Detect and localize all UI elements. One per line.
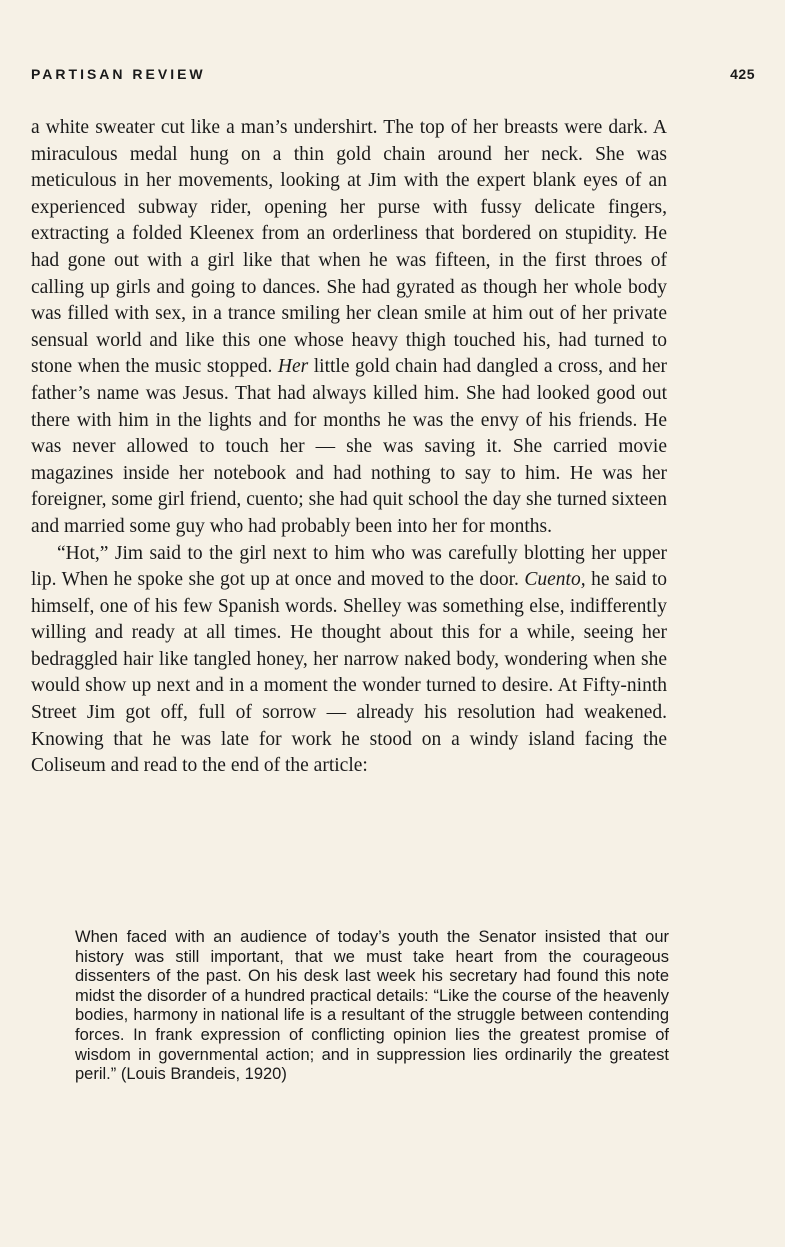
- running-head: [31, 66, 755, 90]
- page-number: 425: [730, 66, 755, 82]
- block-quote: [75, 928, 669, 1085]
- paragraph-2-italic: Cuento,: [524, 569, 586, 591]
- paragraph-1-italic: Her: [277, 356, 309, 378]
- paragraph-1: [31, 115, 667, 541]
- paragraph-1-end: little gold chain had dangled a cross, and her father’s name was Jesus. That had always killed him. She had looked good out there with him in the lights and for months he was the envy of his friends. He was never allowed to touch her — she was saving it. She carried movie magazines inside her notebook and had nothing to say to him. He was her foreigner, some girl friend, cuento; she had quit school the day she turned sixteen and married some guy who had probably been into her for months.: [31, 356, 668, 537]
- journal-title: PARTISAN REVIEW: [31, 66, 206, 82]
- paragraph-1-text: a white sweater cut like a man’s undershirt. The top of her breasts were dark. A miraculous medal hung on a thin gold chain around her neck. She was meticulous in her movements, looking at Jim with the expert blank eyes of an experienced subway rider, opening her purse with fussy delicate fingers, extracting a folded Kleenex from an orderliness that bordered on stupidity. He had gone out with a girl like that when he was fifteen, in the first throes of calling up girls and going to dances. She had gyrated as though her whole body was filled with sex, in a trance smiling her clean smile at him out of her private sensual world and like this one whose heavy thigh touched his, had turned to stone when the music stopped.: [31, 117, 667, 378]
- paragraph-2-start: “Hot,” Jim said to the girl next to him who was carefully blotting her upper lip. When he spoke she got up at once and moved to the door.: [31, 542, 667, 591]
- paragraph-2: [31, 541, 667, 780]
- body-text: [31, 115, 667, 780]
- block-quote-text: When faced with an audience of today’s youth the Senator insisted that our history was still important, that we must take heart from the courageous dissenters of the past. On his desk last week his secretary had found this note midst the disorder of a hundred practical details: “Like the course of the heavenly bodies, harmony in national life is a resultant of the struggle between contending forces. In frank expression of conflicting opinion lies the greatest promise of wisdom in governmental action; and in suppression lies ordinarily the greatest peril.” (Louis Brandeis, 1920): [75, 928, 669, 1084]
- paragraph-2-end: he said to himself, one of his few Spanish words. Shelley was something else, indifferently willing and ready at all times. He thought about this for a while, seeing her bedraggled hair like tangled honey, her narrow naked body, wondering when she would show up next and in a moment the wonder turned to desire. At Fifty-ninth Street Jim got off, full of sorrow — already his resolution had weakened. Knowing that he was late for work he stood on a windy island facing the Coliseum and read to the end of the article:: [31, 569, 668, 777]
